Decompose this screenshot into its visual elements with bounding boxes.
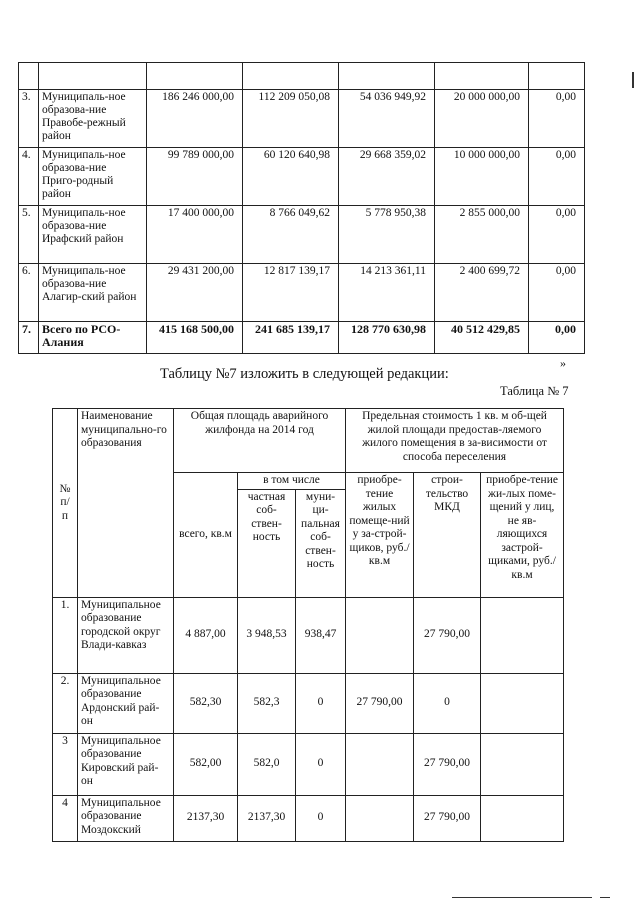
cell-buy-other — [481, 795, 564, 841]
cell-build: 27 790,00 — [414, 733, 481, 795]
row-number: 5. — [19, 206, 39, 264]
header-row — [53, 409, 564, 473]
cell-value: 112 209 050,08 — [243, 90, 339, 148]
cell-private: 582,3 — [238, 673, 296, 733]
table-row — [19, 148, 585, 206]
cell-private: 3 948,53 — [238, 597, 296, 673]
row-number: 2. — [53, 673, 78, 733]
cell-municipal: 0 — [296, 795, 346, 841]
row-number: 3. — [19, 90, 39, 148]
cell-value: 17 400 000,00 — [147, 206, 243, 264]
cell-municipal: 0 — [296, 733, 346, 795]
footer-line — [452, 897, 592, 898]
row-number: 4 — [53, 795, 78, 841]
cell-value: 0,00 — [529, 148, 585, 206]
total-label: Всего по РСО-Алания — [39, 322, 147, 354]
row-number: 3 — [53, 733, 78, 795]
municipality-name: Муниципальное образование Ардонский рай-он — [78, 673, 174, 733]
table-row — [53, 597, 564, 673]
table-row — [53, 673, 564, 733]
margin-mark — [632, 72, 634, 88]
cell-value: 12 817 139,17 — [243, 264, 339, 322]
header-name: Наименование муниципально-го образования — [78, 409, 174, 598]
footer-line-short — [600, 897, 610, 898]
cell-buy-developers — [346, 795, 414, 841]
table-row — [19, 90, 585, 148]
row-number: 7. — [19, 322, 39, 354]
municipality-name: Муниципаль-ное образова-ние Ирафский район — [39, 206, 147, 264]
cell-value: 5 778 950,38 — [339, 206, 435, 264]
instruction-text: Таблицу №7 изложить в следующей редакции: — [160, 366, 449, 382]
table-row — [53, 795, 564, 841]
cell-value: 0,00 — [529, 206, 585, 264]
cell-value: 2 400 699,72 — [435, 264, 529, 322]
header-area: Общая площадь аварийного жилфонда на 2014 год — [174, 409, 346, 473]
cell-value: 60 120 640,98 — [243, 148, 339, 206]
cell-value: 0,00 — [529, 90, 585, 148]
cell-value: 54 036 949,92 — [339, 90, 435, 148]
cell-private: 582,0 — [238, 733, 296, 795]
header-build: строи-тельство МКД — [414, 473, 481, 598]
municipality-name: Муниципаль-ное образова-ние Правобе-режный район — [39, 90, 147, 148]
cell-build: 0 — [414, 673, 481, 733]
cell-value: 40 512 429,85 — [435, 322, 529, 354]
cell-municipal: 938,47 — [296, 597, 346, 673]
cell-value: 0,00 — [529, 322, 585, 354]
cell-value: 241 685 139,17 — [243, 322, 339, 354]
cell-buy-other — [481, 597, 564, 673]
housing-table — [52, 408, 564, 842]
row-number: 6. — [19, 264, 39, 322]
header-number: № п/ п — [53, 409, 78, 598]
cell-value: 29 431 200,00 — [147, 264, 243, 322]
quote-close: » — [560, 356, 566, 370]
header-including: в том числе — [238, 473, 346, 490]
cell-buy-developers — [346, 597, 414, 673]
header-total: всего, кв.м — [174, 473, 238, 598]
header-buy-other: приобре-тение жи-лых поме-щений у лиц, не яв-ляющихся застрой-щиками, руб./кв.м — [481, 473, 564, 598]
header-price: Предельная стоимость 1 кв. м об-щей жилой площади предостав-ляемого жилого помещения в за-висимости от способа переселения — [346, 409, 564, 473]
cell-build: 27 790,00 — [414, 795, 481, 841]
cell-total: 2137,30 — [174, 795, 238, 841]
table-row — [19, 264, 585, 322]
cell-value: 20 000 000,00 — [435, 90, 529, 148]
cell-value: 128 770 630,98 — [339, 322, 435, 354]
cell-total: 582,00 — [174, 733, 238, 795]
municipality-name: Муниципаль-ное образова-ние Приго-родный район — [39, 148, 147, 206]
municipality-name: Муниципаль-ное образова-ние Алагир-ский район — [39, 264, 147, 322]
row-number: 4. — [19, 148, 39, 206]
cell-value: 14 213 361,11 — [339, 264, 435, 322]
header-buy-developers: приобре-тение жилых помеще-ний у за-строй-щиков, руб./кв.м — [346, 473, 414, 598]
municipality-name: Муниципальное образование городской округ Влади-кавказ — [78, 597, 174, 673]
cell-buy-developers: 27 790,00 — [346, 673, 414, 733]
cell-buy-other — [481, 733, 564, 795]
cell-value: 10 000 000,00 — [435, 148, 529, 206]
municipality-name: Муниципальное образование Кировский рай-он — [78, 733, 174, 795]
table-row — [19, 206, 585, 264]
table-row — [53, 733, 564, 795]
header-municipal: муни-ци-пальная соб-ствен-ность — [296, 489, 346, 597]
cell-total: 4 887,00 — [174, 597, 238, 673]
funding-table — [18, 62, 585, 354]
cell-value: 0,00 — [529, 264, 585, 322]
municipality-name: Муниципальное образование Моздокский — [78, 795, 174, 841]
cell-value: 99 789 000,00 — [147, 148, 243, 206]
table-row — [19, 63, 585, 90]
cell-buy-developers — [346, 733, 414, 795]
total-row — [19, 322, 585, 354]
cell-value: 186 246 000,00 — [147, 90, 243, 148]
cell-value: 29 668 359,02 — [339, 148, 435, 206]
cell-private: 2137,30 — [238, 795, 296, 841]
cell-buy-other — [481, 673, 564, 733]
cell-municipal: 0 — [296, 673, 346, 733]
cell-total: 582,30 — [174, 673, 238, 733]
row-number: 1. — [53, 597, 78, 673]
cell-value: 415 168 500,00 — [147, 322, 243, 354]
cell-build: 27 790,00 — [414, 597, 481, 673]
cell-value: 2 855 000,00 — [435, 206, 529, 264]
header-private: частная соб-ствен-ность — [238, 489, 296, 597]
table-caption: Таблица № 7 — [500, 384, 569, 398]
cell-value: 8 766 049,62 — [243, 206, 339, 264]
